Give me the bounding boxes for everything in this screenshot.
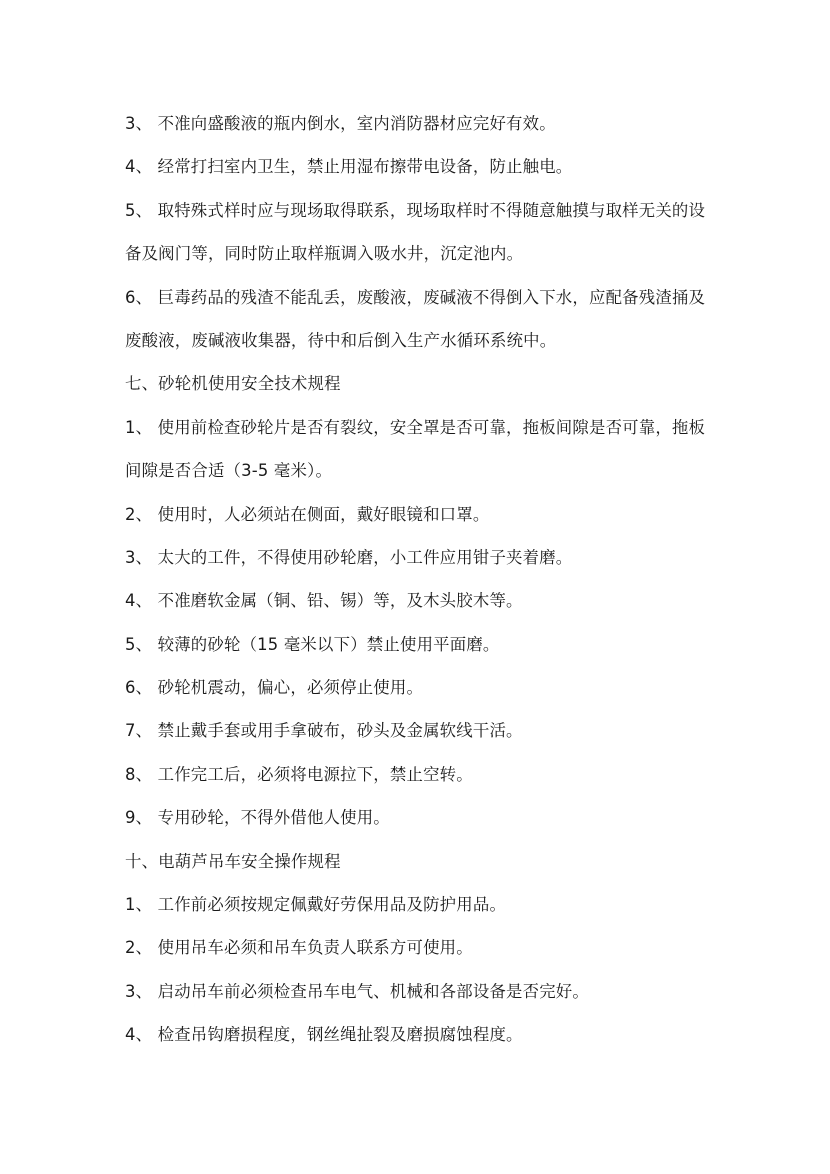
text-line: 3、 不准向盛酸液的瓶内倒水，室内消防器材应完好有效。 bbox=[125, 114, 556, 133]
text-line: 5、 较薄的砂轮（15 毫米以下）禁止使用平面磨。 bbox=[125, 634, 500, 654]
text-line: 2、 使用吊车必须和吊车负责人联系方可使用。 bbox=[125, 938, 473, 958]
text-line: 4、 检查吊钩磨损程度，钢丝绳扯裂及磨损腐蚀程度。 bbox=[125, 1025, 523, 1045]
text-line: 4、 经常打扫室内卫生，禁止用湿布擦带电设备，防止触电。 bbox=[125, 157, 573, 177]
text-line: 3、 启动吊车前必须检查吊车电气、机械和各部设备是否完好。 bbox=[125, 981, 589, 1001]
text-line: 1、 工作前必须按规定佩戴好劳保用品及防护用品。 bbox=[125, 895, 507, 915]
text-line: 1、 使用前检查砂轮片是否有裂纹，安全罩是否可靠，拖板间隙是否可靠，拖板 bbox=[125, 417, 706, 437]
text-line: 备及阀门等，同时防止取样瓶调入吸水井，沉定池内。 bbox=[125, 244, 524, 264]
text-line: 6、 巨毒药品的残渣不能乱丢，废酸液，废碱液不得倒入下水，应配备残渣捅及 bbox=[125, 287, 706, 307]
text-line: 6、 砂轮机震动，偏心，必须停止使用。 bbox=[125, 678, 424, 698]
document-body bbox=[125, 102, 725, 1057]
text-line: 4、 不准磨软金属（铜、铅、锡）等，及木头胶木等。 bbox=[125, 591, 523, 611]
text-line: 3、 太大的工件，不得使用砂轮磨，小工件应用钳子夹着磨。 bbox=[125, 547, 573, 567]
text-line: 8、 工作完工后，必须将电源拉下，禁止空转。 bbox=[125, 764, 473, 784]
section-heading: 十、电葫芦吊车安全操作规程 bbox=[125, 851, 341, 871]
text-line: 间隙是否合适（3-5 毫米）。 bbox=[125, 461, 333, 481]
text-line: 2、 使用时，人必须站在侧面，戴好眼镜和口罩。 bbox=[125, 504, 490, 524]
text-line: 5、 取特殊式样时应与现场取得联系，现场取样时不得随意触摸与取样无关的设 bbox=[125, 200, 706, 220]
text-line: 废酸液，废碱液收集器，待中和后倒入生产水循环系统中。 bbox=[125, 330, 557, 350]
section-heading: 七、砂轮机使用安全技术规程 bbox=[125, 374, 341, 394]
text-line: 7、 禁止戴手套或用手拿破布，砂头及金属软线干活。 bbox=[125, 721, 523, 741]
text-line: 9、 专用砂轮，不得外借他人使用。 bbox=[125, 808, 390, 828]
